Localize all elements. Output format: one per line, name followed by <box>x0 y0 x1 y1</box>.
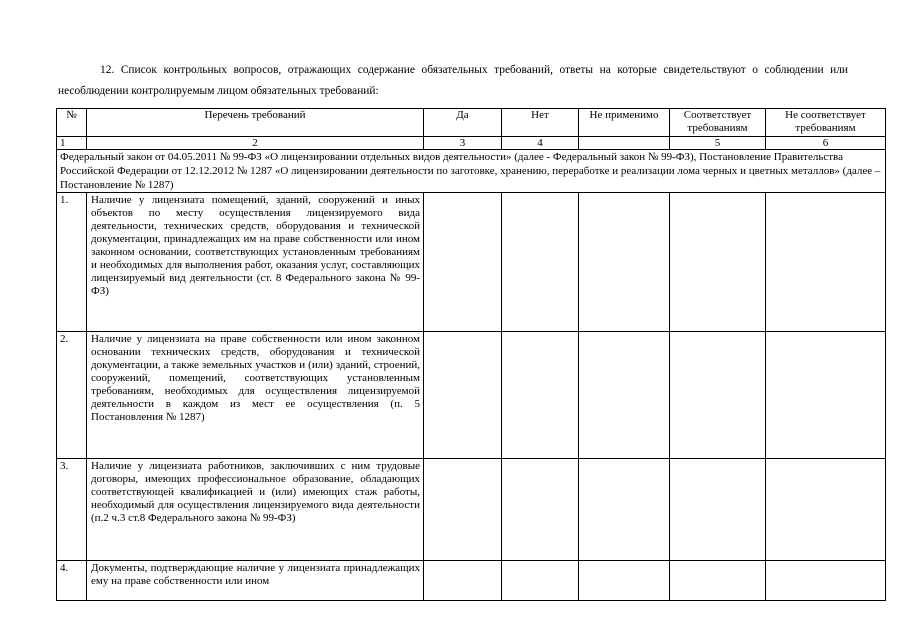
header-complies: Соответствует требованиям <box>670 109 766 137</box>
requirements-table <box>56 108 886 601</box>
answer-cell-no[interactable] <box>502 459 579 561</box>
header-not-complies: Не соответствует требованиям <box>766 109 886 137</box>
table-row <box>57 193 886 332</box>
law-reference-row <box>57 150 886 193</box>
column-number <box>579 137 670 150</box>
item-number: 2. <box>57 332 87 459</box>
answer-cell-complies[interactable] <box>670 561 766 601</box>
answer-cell-yes[interactable] <box>424 332 502 459</box>
answer-cell-not-complies[interactable] <box>766 459 886 561</box>
answer-cell-complies[interactable] <box>670 332 766 459</box>
answer-cell-not-applicable[interactable] <box>579 193 670 332</box>
column-number: 4 <box>502 137 579 150</box>
answer-cell-yes[interactable] <box>424 193 502 332</box>
header-yes: Да <box>424 109 502 137</box>
item-text: Наличие у лицензиата работников, заключивших с ним трудовые договоры, имеющих профессиональное образование, обладающих соответствующей квалификацией и (или) имеющих стаж работы, необходимый для осуществления лицензируемого вида деятельности (п.2 ч.3 ст.8 Федерального закона № 99-ФЗ) <box>87 459 424 561</box>
answer-cell-not-complies[interactable] <box>766 193 886 332</box>
column-number: 6 <box>766 137 886 150</box>
law-reference-text: Федеральный закон от 04.05.2011 № 99-ФЗ «О лицензировании отдельных видов деятельности» (далее - Федеральный закон № 99-ФЗ), Постановление Правительства Российской Федерации от 12.12.2012 № 1287 «О лицензировании деятельности по заготовке, хранению, переработке и реализации лома черных и цветных металлов» (далее – Постановление № 1287) <box>57 150 886 193</box>
table-row <box>57 561 886 601</box>
item-number: 4. <box>57 561 87 601</box>
item-text: Наличие у лицензиата помещений, зданий, сооружений и иных объектов по месту осуществления лицензируемого вида деятельности, технических средств, оборудования и технической документации, принадлежащих им на праве собственности или ином законном основании, соответствующих установленным требованиям и необходимых для выполнения работ, оказания услуг, составляющих лицензируемый вид деятельности (ст. 8 Федерального закона № 99-ФЗ) <box>87 193 424 332</box>
answer-cell-yes[interactable] <box>424 561 502 601</box>
header-row <box>57 109 886 137</box>
header-no: Нет <box>502 109 579 137</box>
answer-cell-not-applicable[interactable] <box>579 459 670 561</box>
header-not-applicable: Не применимо <box>579 109 670 137</box>
header-num: № <box>57 109 87 137</box>
answer-cell-not-applicable[interactable] <box>579 332 670 459</box>
answer-cell-complies[interactable] <box>670 193 766 332</box>
item-number: 1. <box>57 193 87 332</box>
answer-cell-yes[interactable] <box>424 459 502 561</box>
answer-cell-not-applicable[interactable] <box>579 561 670 601</box>
item-number: 3. <box>57 459 87 561</box>
column-number: 5 <box>670 137 766 150</box>
header-requirements: Перечень требований <box>87 109 424 137</box>
answer-cell-no[interactable] <box>502 332 579 459</box>
answer-cell-no[interactable] <box>502 193 579 332</box>
answer-cell-not-complies[interactable] <box>766 561 886 601</box>
section-intro: 12. Список контрольных вопросов, отражающих содержание обязательных требований, ответы на которые свидетельствуют о соблюдении или несоблюдении контролируемым лицом обязательных требований: <box>58 64 848 97</box>
column-number: 2 <box>87 137 424 150</box>
item-text: Наличие у лицензиата на праве собственности или ином законном основании технических средств, оборудования и технической документации, а также земельных участков и (или) зданий, строений, сооружений, помещений, соответствующих установленным требованиям, необходимых для осуществления лицензируемой деятельности в каждом из мест ее осуществления (п. 5 Постановления № 1287) <box>87 332 424 459</box>
column-number-row <box>57 137 886 150</box>
table-row <box>57 332 886 459</box>
column-number: 1 <box>57 137 87 150</box>
item-text: Документы, подтверждающие наличие у лицензиата принадлежащих ему на праве собственности или ином <box>87 561 424 601</box>
answer-cell-complies[interactable] <box>670 459 766 561</box>
answer-cell-no[interactable] <box>502 561 579 601</box>
column-number: 3 <box>424 137 502 150</box>
answer-cell-not-complies[interactable] <box>766 332 886 459</box>
table-row <box>57 459 886 561</box>
